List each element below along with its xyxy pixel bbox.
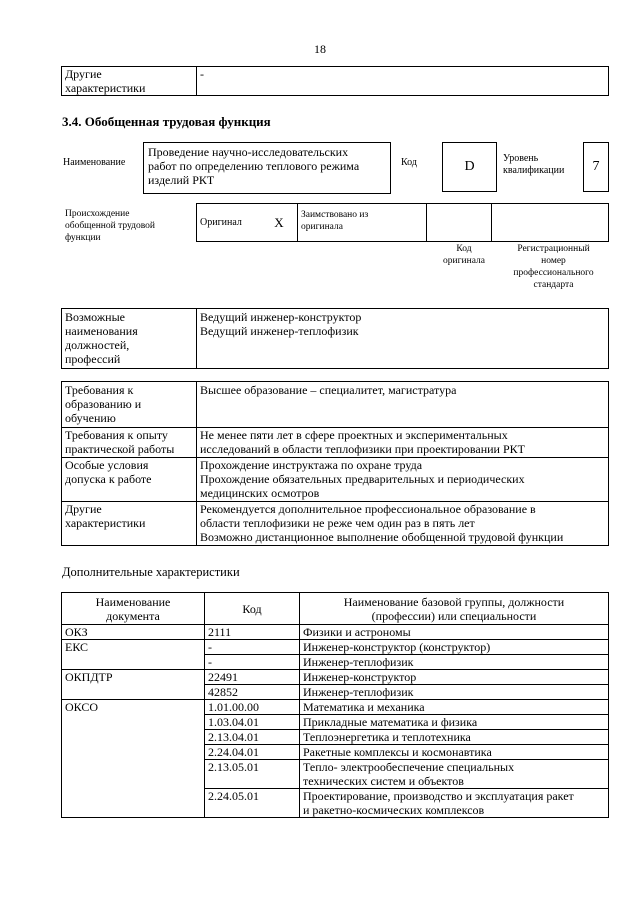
req-value-line: Возможно дистанционное выполнение обобщенной трудовой функции [200, 530, 564, 544]
requirement-label [62, 382, 197, 428]
header-name [300, 593, 609, 625]
req-label-line: Особые условия [65, 458, 149, 472]
row-name [300, 715, 609, 730]
caption-reg-line: номер [541, 256, 566, 266]
req-value-line: Прохождение инструктажа по охране труда [200, 458, 423, 472]
top-label [62, 67, 197, 96]
row-code: - [205, 655, 300, 670]
req-label-line: Другие [65, 502, 102, 516]
row-name-line: Проектирование, производство и эксплуатация ракет [303, 789, 574, 803]
positions-label [62, 309, 197, 369]
caption-reg-line: Регистрационный [517, 244, 590, 254]
row-code: 1.01.00.00 [205, 700, 300, 715]
row-name [300, 789, 609, 818]
row-code: - [205, 640, 300, 655]
section-title: 3.4. Обобщенная трудовая функция [62, 114, 271, 129]
page-number: 18 [314, 42, 326, 56]
req-value-line: Высшее образование – специалитет, магистратура [200, 383, 457, 397]
top-value: - [197, 67, 609, 96]
label-line: характеристики [65, 81, 146, 95]
table-row [62, 700, 609, 715]
origin-label-line: обобщенной трудовой [65, 221, 155, 231]
header-document [62, 593, 205, 625]
origin-label-line: Происхождение [65, 209, 130, 219]
row-name-line: Теплоэнергетика и теплотехника [303, 730, 471, 744]
row-name [300, 685, 609, 700]
origin-table [196, 203, 609, 242]
requirement-label [62, 428, 197, 458]
header-code: Код [205, 593, 300, 625]
code-box [442, 142, 497, 192]
requirement-value [197, 428, 609, 458]
position-line: Ведущий инженер-теплофизик [200, 324, 359, 338]
name-line: Проведение научно-исследовательских [148, 145, 349, 159]
row-name-line: Инженер-конструктор (конструктор) [303, 640, 491, 654]
caption-code [433, 243, 495, 267]
row-doc: ОКЗ [62, 625, 205, 640]
requirement-row [62, 502, 609, 546]
original-mark: X [261, 204, 298, 242]
row-name [300, 625, 609, 640]
row-doc: ОКПДТР [62, 670, 205, 700]
req-label-line: характеристики [65, 516, 146, 530]
row-code: 1.03.04.01 [205, 715, 300, 730]
row-doc: ОКСО [62, 700, 205, 818]
req-value-line: Не менее пяти лет в сфере проектных и экспериментальных [200, 428, 508, 442]
req-label-line: образованию и [65, 397, 142, 411]
table-row [62, 640, 609, 655]
header-doc-line: Наименование [95, 594, 171, 609]
original-code-cell [427, 204, 492, 242]
req-label-line: обучению [65, 411, 116, 425]
origin-label-line: функции [65, 233, 101, 243]
borrowed-line: оригинала [301, 222, 343, 232]
row-code: 2111 [205, 625, 300, 640]
positions-value [197, 309, 609, 369]
requirements-table [61, 381, 609, 546]
requirement-label [62, 458, 197, 502]
row-code: 2.24.05.01 [205, 789, 300, 818]
borrowed-line: Заимствовано из [301, 210, 369, 220]
positions-label-line: должностей, [65, 338, 130, 352]
additional-title: Дополнительные характеристики [62, 565, 240, 579]
function-name-box [143, 142, 391, 194]
requirement-row [62, 428, 609, 458]
requirement-label [62, 502, 197, 546]
row-code: 2.13.04.01 [205, 730, 300, 745]
positions-label-line: профессий [65, 352, 121, 366]
requirement-value [197, 502, 609, 546]
row-name [300, 730, 609, 745]
additional-table [61, 592, 609, 818]
row-code: 2.13.05.01 [205, 760, 300, 789]
requirement-value [197, 382, 609, 428]
name-label: Наименование [63, 157, 126, 168]
row-name-line: Прикладные математика и физика [303, 715, 478, 729]
row-name-line: Физики и астрономы [303, 625, 411, 639]
req-label-line: допуска к работе [65, 472, 152, 486]
requirement-row [62, 382, 609, 428]
header-name-line: (профессии) или специальности [371, 608, 537, 623]
row-name [300, 760, 609, 789]
level-value: 7 [584, 143, 609, 192]
req-value-line: медицинских осмотров [200, 486, 320, 500]
table-row [62, 625, 609, 640]
header-name-line: Наименование базовой группы, должности [343, 594, 565, 609]
additional-header-row [62, 593, 609, 625]
req-value-line: исследований в области теплофизики при проектировании РКТ [200, 442, 525, 456]
header-doc-line: документа [106, 608, 160, 623]
requirement-row [62, 458, 609, 502]
caption-reg-line: стандарта [533, 280, 574, 290]
borrowed-label [298, 204, 427, 242]
row-name-line: Инженер-теплофизик [303, 655, 414, 669]
label-line: Другие [65, 67, 102, 81]
level-box [583, 142, 609, 192]
original-label: Оригинал [197, 204, 262, 242]
row-name [300, 655, 609, 670]
row-name-line: Ракетные комплексы и космонавтика [303, 745, 492, 759]
row-name [300, 640, 609, 655]
row-code: 22491 [205, 670, 300, 685]
code-value: D [443, 143, 497, 192]
req-value-line: области теплофизики не реже чем один раз в пять лет [200, 516, 475, 530]
row-name [300, 700, 609, 715]
name-line: работ по определению теплового режима [148, 159, 360, 173]
function-name [144, 143, 391, 194]
code-label: Код [401, 157, 417, 168]
level-label-line: Уровень [503, 153, 539, 164]
level-label [503, 153, 564, 177]
req-label-line: Требования к опыту [65, 428, 168, 442]
req-label-line: практической работы [65, 442, 175, 456]
positions-table [61, 308, 609, 369]
registration-number-cell [492, 204, 609, 242]
positions-label-line: наименования [65, 324, 138, 338]
row-name-line: и ракетно-космических комплексов [303, 803, 485, 817]
requirement-value [197, 458, 609, 502]
row-name-line: Инженер-теплофизик [303, 685, 414, 699]
row-name [300, 745, 609, 760]
req-value-line: Прохождение обязательных предварительных и периодических [200, 472, 525, 486]
caption-registration [498, 243, 609, 291]
table-row [62, 670, 609, 685]
req-value-line: Рекомендуется дополнительное профессиональное образование в [200, 502, 536, 516]
row-name-line: технических систем и объектов [303, 774, 464, 788]
position-line: Ведущий инженер-конструктор [200, 310, 362, 324]
caption-reg-line: профессионального [513, 268, 594, 278]
row-name [300, 670, 609, 685]
caption-code-line: оригинала [443, 256, 485, 266]
row-name-line: Тепло- электрообеспечение специальных [303, 760, 515, 774]
req-label-line: Требования к [65, 383, 134, 397]
row-doc: ЕКС [62, 640, 205, 670]
positions-label-line: Возможные [65, 310, 125, 324]
row-code: 42852 [205, 685, 300, 700]
caption-code-line: Код [456, 244, 472, 254]
name-line: изделий РКТ [148, 173, 215, 187]
row-name-line: Математика и механика [303, 700, 425, 714]
row-name-line: Инженер-конструктор [303, 670, 417, 684]
origin-label [65, 208, 155, 244]
other-characteristics-table-top [61, 66, 609, 96]
row-code: 2.24.04.01 [205, 745, 300, 760]
level-label-line: квалификации [503, 165, 565, 176]
